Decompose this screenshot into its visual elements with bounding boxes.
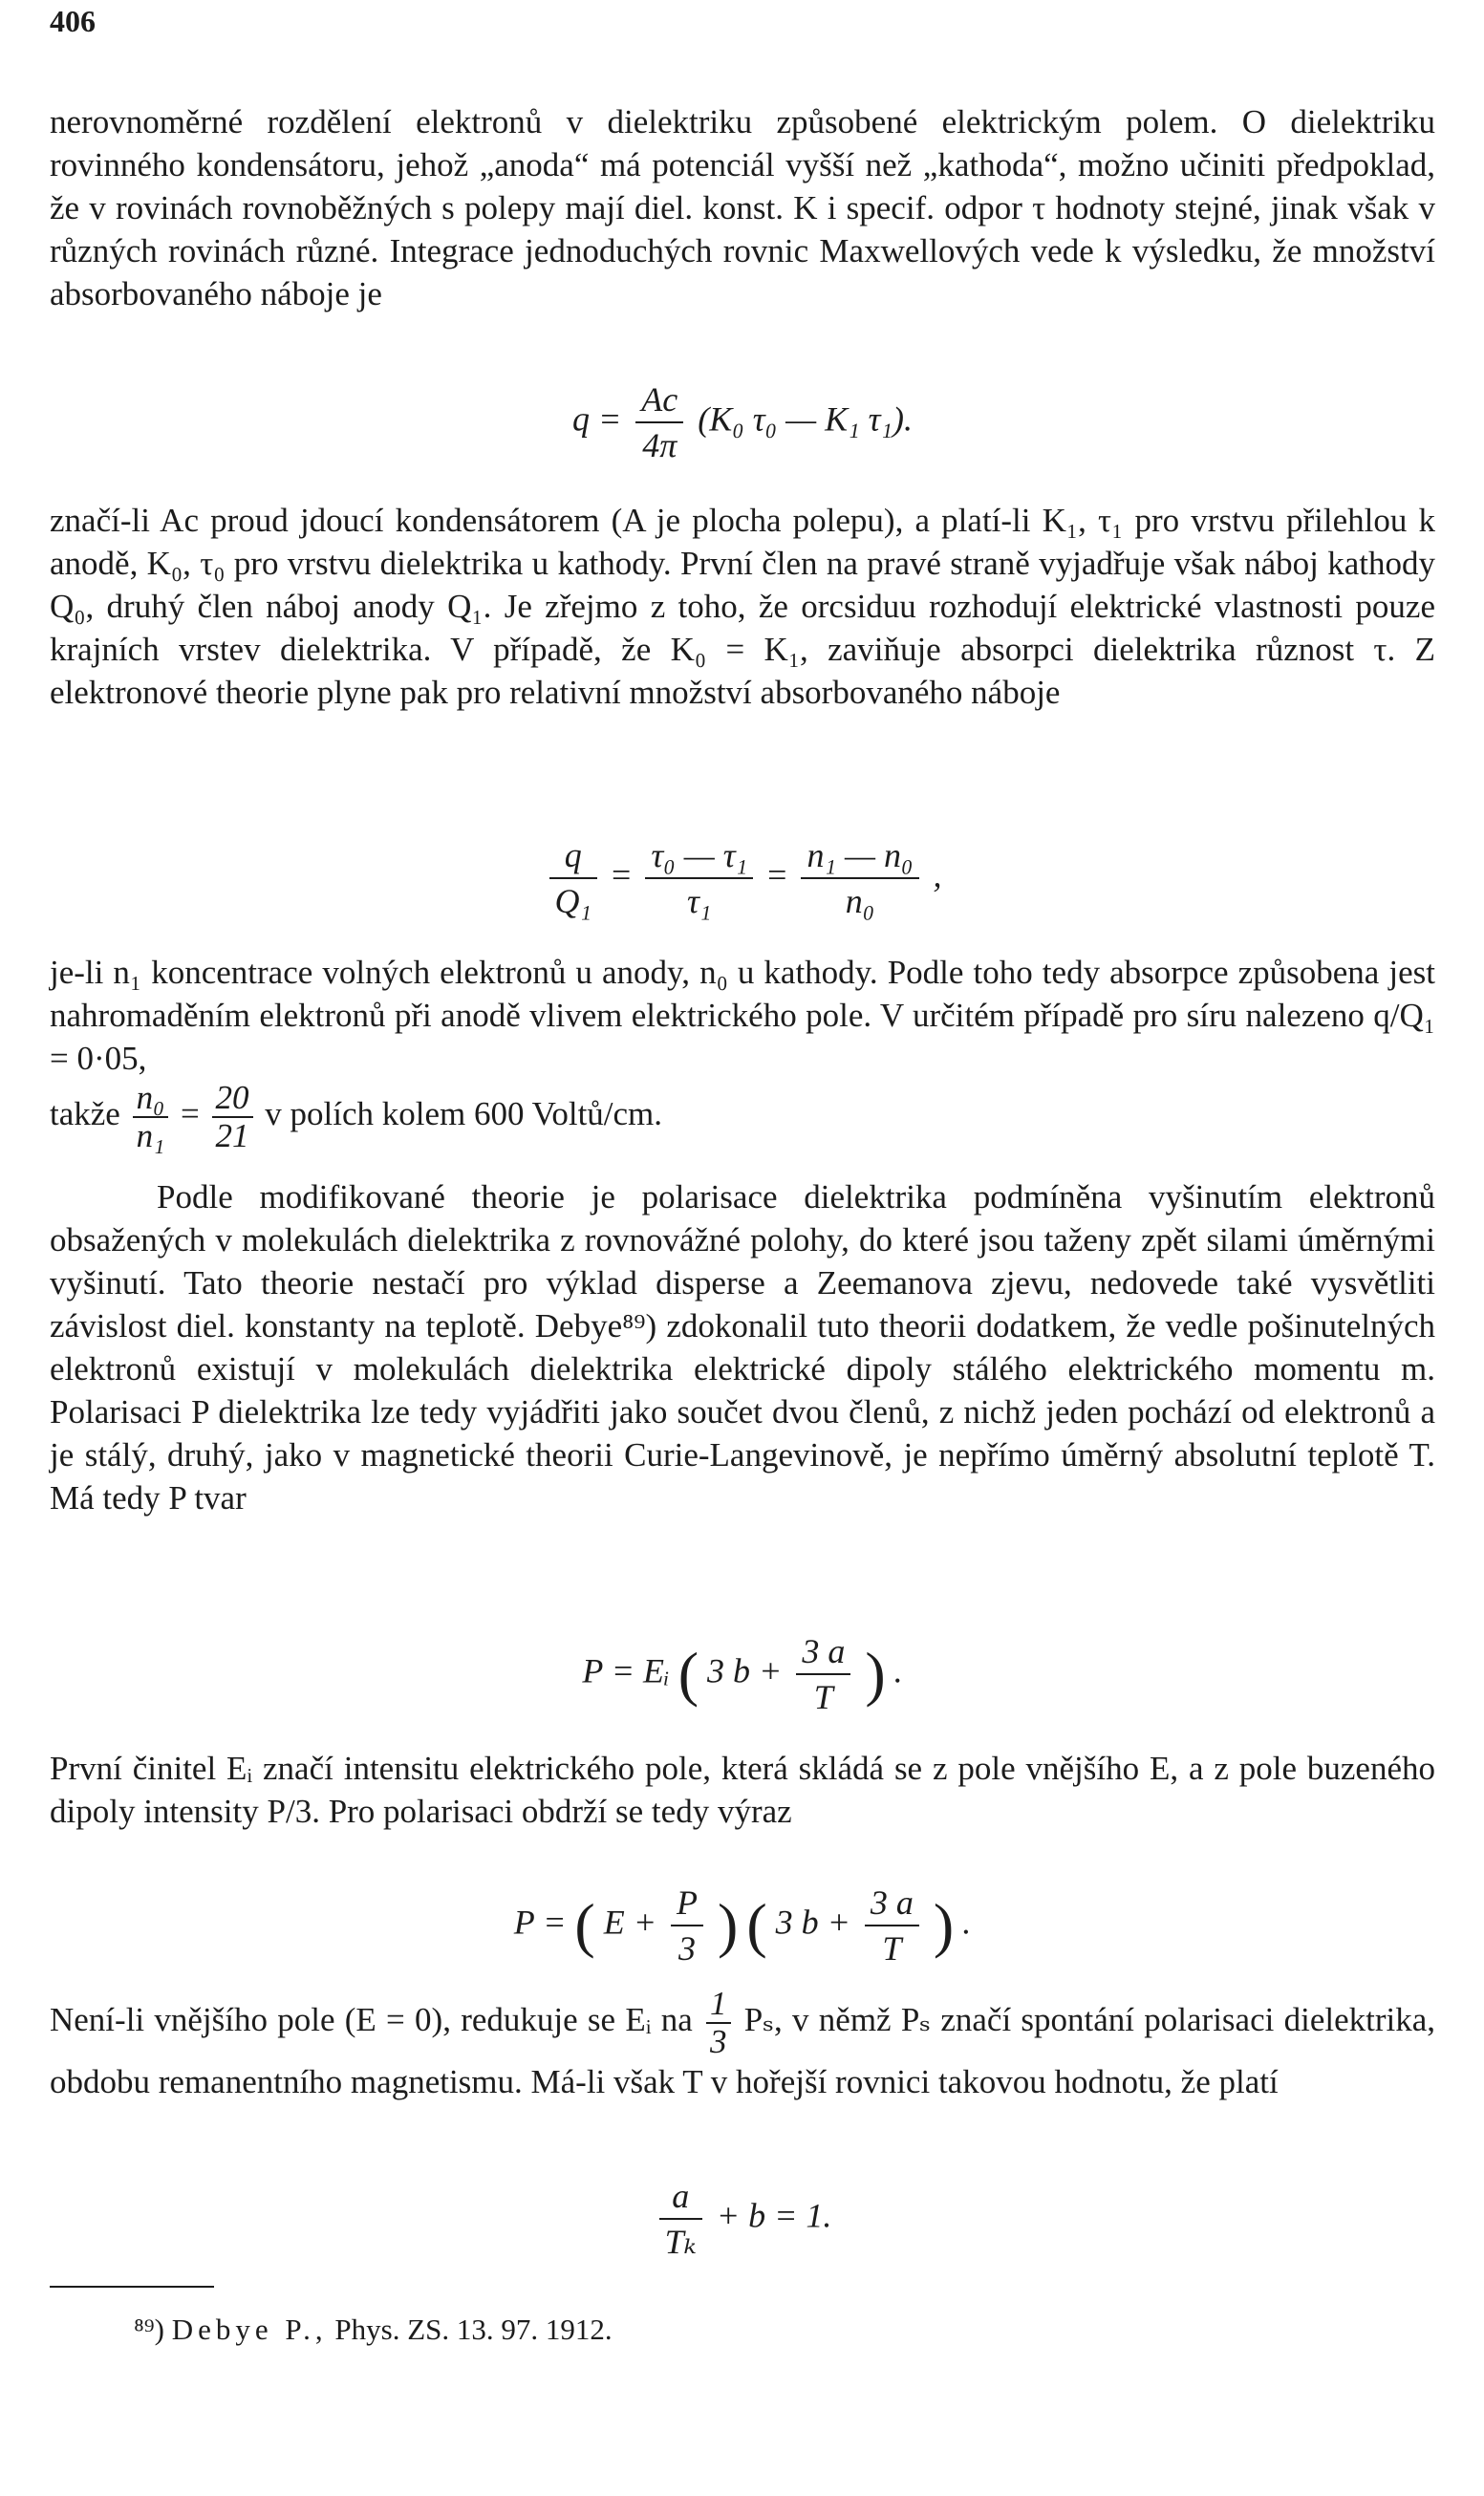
equation-ratio [50,833,1435,923]
eq4-tail: . [962,1903,972,1942]
ratio-value-den: 21 [215,1117,249,1154]
ratio-n-den: n₁ [136,1117,165,1154]
paragraph-1: nerovnoměrné rozdělení elektronů v dielektriku způsobené elektrickým polem. O dielektriku rovinného kondensátoru, jehož „anoda“ má potenciál vyšší než „kathoda“, možno učiniti předpoklad, že v rovinách rovnoběžných s polepy mají diel. konst. K i specif. odpor τ hodnoty stejné, jinak však v různých rovinách různé. Integrace jednoduchých rovnic Maxwellových vede k výsledku, že množství absorbovaného náboje je [50,103,1435,312]
eq2-fraction-2 [645,833,753,923]
eq2-fraction-3 [801,833,918,923]
footnote-author: Debye P., [171,2313,328,2346]
paragraph-spontaneous [50,1986,1435,2104]
eq4-paren-close-1: ) [718,1891,739,1959]
eq4-num1: P [671,1881,703,1926]
equation-curie-point [50,2174,1435,2264]
eq5-num: a [659,2174,702,2220]
eq3-paren-close: ) [865,1640,886,1708]
paragraph-debye-theory [50,1175,1435,1519]
eq3-fraction [796,1629,850,1719]
eq2-f2-den: τ₁ [687,882,712,920]
eq4-paren-open-2: ( [746,1891,767,1959]
footnote-divider [50,2286,214,2288]
ratio-equals: = [181,1095,200,1133]
eq2-f2-num: τ₀ — τ₁ [645,833,753,879]
eq3-inner: 3 b + [707,1651,783,1690]
eq2-f3-den: n₀ [845,882,875,920]
paragraph-3a: je-li n₁ koncentrace volných elektronů u anody, n₀ u kathody. Podle toho tedy absorpce způsobena jest nahromaděním elektronů při anodě vlivem elektrického pole. V určitém případě pro síru nalezeno q/Q₁ = 0·05, [50,954,1435,1077]
eq2-f1-den: Q₁ [554,882,592,920]
eq1-lhs: q = [571,399,622,439]
eq1-denominator: 4π [642,426,677,464]
eq4-lhs: P = [513,1903,567,1942]
eq3-num: 3 a [796,1629,850,1675]
ratio-fraction-n [133,1080,169,1154]
paragraph-intro [50,100,1435,315]
one-third-fraction [706,1986,731,2060]
paragraph-explanation [50,499,1435,714]
eq3-paren-open: ( [677,1640,699,1708]
eq4-paren-open-1: ( [574,1891,595,1959]
eq4-den1: 3 [678,1929,696,1968]
equation-polarisation-1 [50,1629,1435,1719]
eq2-f1-num: q [549,833,598,879]
eq2-f3-num: n₁ — n₀ [801,833,918,879]
equation-polarisation-2 [50,1881,1435,1970]
paragraph-5: První činitel Eᵢ značí intensitu elektrického pole, která skládá se z pole vnějšího E, a z pole buzeného dipoly intensity P/3. Pro polarisaci obdrží se tedy výraz [50,1750,1435,1830]
eq4-term-a: E + [603,1903,656,1942]
paragraph-takze [50,1080,1435,1154]
paragraph-concentration [50,951,1435,1080]
one-third-num: 1 [706,1986,731,2024]
eq5-fraction [659,2174,702,2264]
eq2-fraction-1 [549,833,598,923]
eq3-lhs: P = Eᵢ [582,1651,670,1690]
eq1-fraction [635,377,683,467]
eq5-rhs: + b = 1. [716,2196,832,2235]
takze-label: takže [50,1095,120,1133]
eq4-fraction-2 [865,1881,919,1970]
eq4-den2: T [882,1929,902,1968]
eq5-den: Tₖ [664,2223,697,2261]
paragraph-6b: Pₛ, v němž Pₛ značí spontání polarisaci dielektrika, obdobu remanentního magnetismu. Má-li však T v hořejší rovnici takovou hodnotu, že platí [50,2001,1436,2100]
equation-charge [50,377,1435,467]
ratio-value-num: 20 [212,1080,253,1118]
ratio-fraction-value [212,1080,253,1154]
eq2-equals-2: = [767,855,787,894]
ratio-n-num: n₀ [133,1080,169,1118]
eq1-rhs: (K₀ τ₀ — K₁ τ₁). [698,399,914,439]
eq1-numerator: Ac [635,377,683,423]
field-strength-text: v polích kolem 600 Voltů/cm. [265,1095,663,1133]
footnote-mark: ⁸⁹) [134,2313,164,2346]
eq3-den: T [813,1678,833,1716]
one-third-den: 3 [710,2023,727,2060]
eq4-paren-close-2: ) [933,1891,955,1959]
paragraph-2: značí-li Ac proud jdoucí kondensátorem (A je plocha polepu), a platí-li K₁, τ₁ pro vrstvu přilehlou k anodě, K₀, τ₀ pro vrstvu dielektrika u kathody. První člen na pravé straně vyjadřuje však náboj kathody Q₀, druhý člen náboj anody Q₁. Je zřejmo z toho, že orcsiduu rozhodují elektrické vlastnosti pouze krajních vrstev dielektrika. V případě, že K₀ = K₁, zaviňuje absorpci dielektrika různost τ. Z elektronové theorie plyne pak pro relativní množství absorbovaného náboje [50,502,1435,711]
eq4-num2: 3 a [865,1881,919,1926]
paragraph-6a: Není-li vnějšího pole (E = 0), redukuje se Eᵢ na [50,2001,693,2039]
eq3-tail: . [893,1651,903,1690]
eq4-term-b: 3 b + [775,1903,850,1942]
paragraph-first-factor [50,1747,1435,1833]
footnote-source: Phys. ZS. 13. 97. 1912. [334,2313,613,2346]
footnote [134,2311,613,2349]
paragraph-4: Podle modifikované theorie je polarisace dielektrika podmíněna vyšinutím elektronů obsažených v molekulách dielektrika z rovnovážné polohy, do které jsou taženy zpět silami úměrnými vyšinutí. Tato theorie nestačí pro výklad disperse a Zeemanova zjevu, nedovede také vysvětliti závislost diel. konstanty na teplotě. Debye⁸⁹) zdokonalil tuto theorii dodatkem, že vedle pošinutelných elektronů existují v molekulách dielektrika elektrické dipoly stálého elektrického momentu m. Polarisaci P dielektrika lze tedy vyjádřiti jako součet dvou členů, z nichž jeden pochází od elektronů a je stálý, druhý, jako v magnetické theorii Curie-Langevinově, je nepřímo úměrný absolutní teplotě T. Má tedy P tvar [50,1178,1435,1517]
eq4-fraction-1 [671,1881,703,1970]
eq2-equals-1: = [612,855,632,894]
page-number: 406 [50,4,96,38]
eq2-tail: , [933,855,942,894]
